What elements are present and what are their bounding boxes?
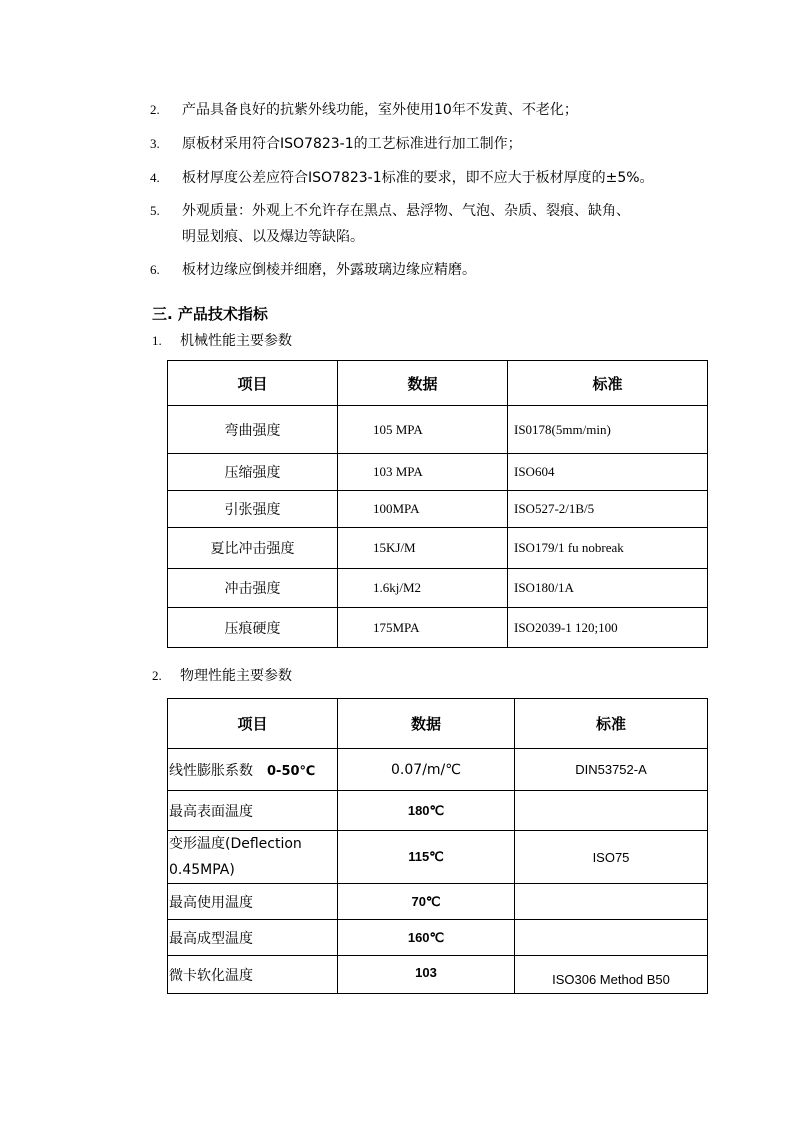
table-cell-standard: ISO2039-1 120;100 (508, 608, 708, 648)
table-cell-value: 0.07/m/℃ (338, 749, 515, 791)
table-row (168, 791, 708, 831)
subsection-heading-physical (152, 665, 292, 685)
item-range: 0-50℃ (267, 763, 316, 779)
table-cell-standard: DIN53752-A (515, 749, 708, 791)
table-cell-item: 夏比冲击强度 (168, 528, 338, 569)
subsection-heading-mechanical (152, 330, 292, 350)
list-number: 6. (150, 262, 160, 277)
column-header: 项目 (168, 361, 338, 406)
table-row (168, 569, 708, 608)
table-cell-value: 115℃ (338, 831, 515, 884)
table-cell-item: 弯曲强度 (168, 406, 338, 454)
table-cell-value: 103 MPA (338, 454, 508, 491)
column-header: 标准 (508, 361, 708, 406)
table-cell-item: 最高表面温度 (168, 791, 338, 831)
list-text: 板材边缘应倒棱并细磨，外露玻璃边缘应精磨。 (182, 262, 476, 278)
table-cell-standard: ISO75 (515, 831, 708, 884)
table-cell-value: 100MPA (338, 491, 508, 528)
item-name-continued: 0.45MPA) (169, 862, 235, 878)
item-name: 变形温度(Deflection (169, 836, 302, 852)
table-cell-value: 105 MPA (338, 406, 508, 454)
table-cell-standard: ISO179/1 fu nobreak (508, 528, 708, 569)
table-cell-item: 最高使用温度 (168, 884, 338, 920)
table-row (168, 749, 708, 791)
list-number: 3. (150, 136, 160, 151)
item-name: 线性膨胀系数 (169, 762, 253, 779)
table-cell-item: 压缩强度 (168, 454, 338, 491)
list-text: 原板材采用符合ISO7823-1的工艺标准进行加工制作； (182, 136, 522, 152)
list-text: 产品具备良好的抗紫外线功能，室外使用10年不发黄、不老化； (182, 102, 578, 118)
table-header-row (168, 361, 708, 406)
table-row (168, 884, 708, 920)
list-number: 4. (150, 170, 160, 185)
table-cell-value: 160℃ (338, 920, 515, 956)
table-header-row (168, 699, 708, 749)
table-row (168, 491, 708, 528)
table-row (168, 454, 708, 491)
table-row (168, 608, 708, 648)
table-cell-value: 70℃ (338, 884, 515, 920)
table-cell-item (168, 831, 338, 884)
table-cell-value: 180℃ (338, 791, 515, 831)
column-header: 数据 (338, 699, 515, 749)
list-text-continued: 明显划痕、以及爆边等缺陷。 (182, 229, 364, 245)
table-cell-standard: ISO604 (508, 454, 708, 491)
section-title: 三. 产品技术指标 (152, 305, 268, 323)
physical-table (167, 698, 708, 994)
list-text: 外观质量：外观上不允许存在黑点、悬浮物、气泡、杂质、裂痕、缺角、 (182, 203, 630, 219)
column-header: 数据 (338, 361, 508, 406)
table-cell-standard (515, 920, 708, 956)
table-cell-item: 最高成型温度 (168, 920, 338, 956)
column-header: 项目 (168, 699, 338, 749)
column-header: 标准 (515, 699, 708, 749)
table-cell-value: 103 (338, 956, 515, 994)
subsection-number: 1. (152, 333, 162, 348)
table-cell-item (168, 749, 338, 791)
mechanical-table (167, 360, 708, 648)
table-row (168, 920, 708, 956)
table-row (168, 831, 708, 884)
table-row (168, 528, 708, 569)
table-cell-item: 冲击强度 (168, 569, 338, 608)
table-cell-standard (515, 884, 708, 920)
list-number: 5. (150, 203, 160, 218)
table-cell-standard: IS0178(5mm/min) (508, 406, 708, 454)
table-cell-standard: ISO306 Method B50 (515, 956, 708, 994)
subsection-title: 物理性能主要参数 (180, 668, 292, 684)
table-row (168, 956, 708, 994)
table-cell-standard: ISO527-2/1B/5 (508, 491, 708, 528)
list-text: 板材厚度公差应符合ISO7823-1标准的要求，即不应大于板材厚度的±5%。 (182, 170, 654, 186)
table-cell-standard (515, 791, 708, 831)
table-cell-item: 压痕硬度 (168, 608, 338, 648)
table-cell-item: 微卡软化温度 (168, 956, 338, 994)
table-row (168, 406, 708, 454)
table-cell-value: 175MPA (338, 608, 508, 648)
table-cell-value: 15KJ/M (338, 528, 508, 569)
table-cell-value: 1.6kj/M2 (338, 569, 508, 608)
table-cell-standard: ISO180/1A (508, 569, 708, 608)
subsection-number: 2. (152, 668, 162, 683)
list-number: 2. (150, 102, 160, 117)
table-cell-item: 引张强度 (168, 491, 338, 528)
subsection-title: 机械性能主要参数 (180, 333, 292, 349)
